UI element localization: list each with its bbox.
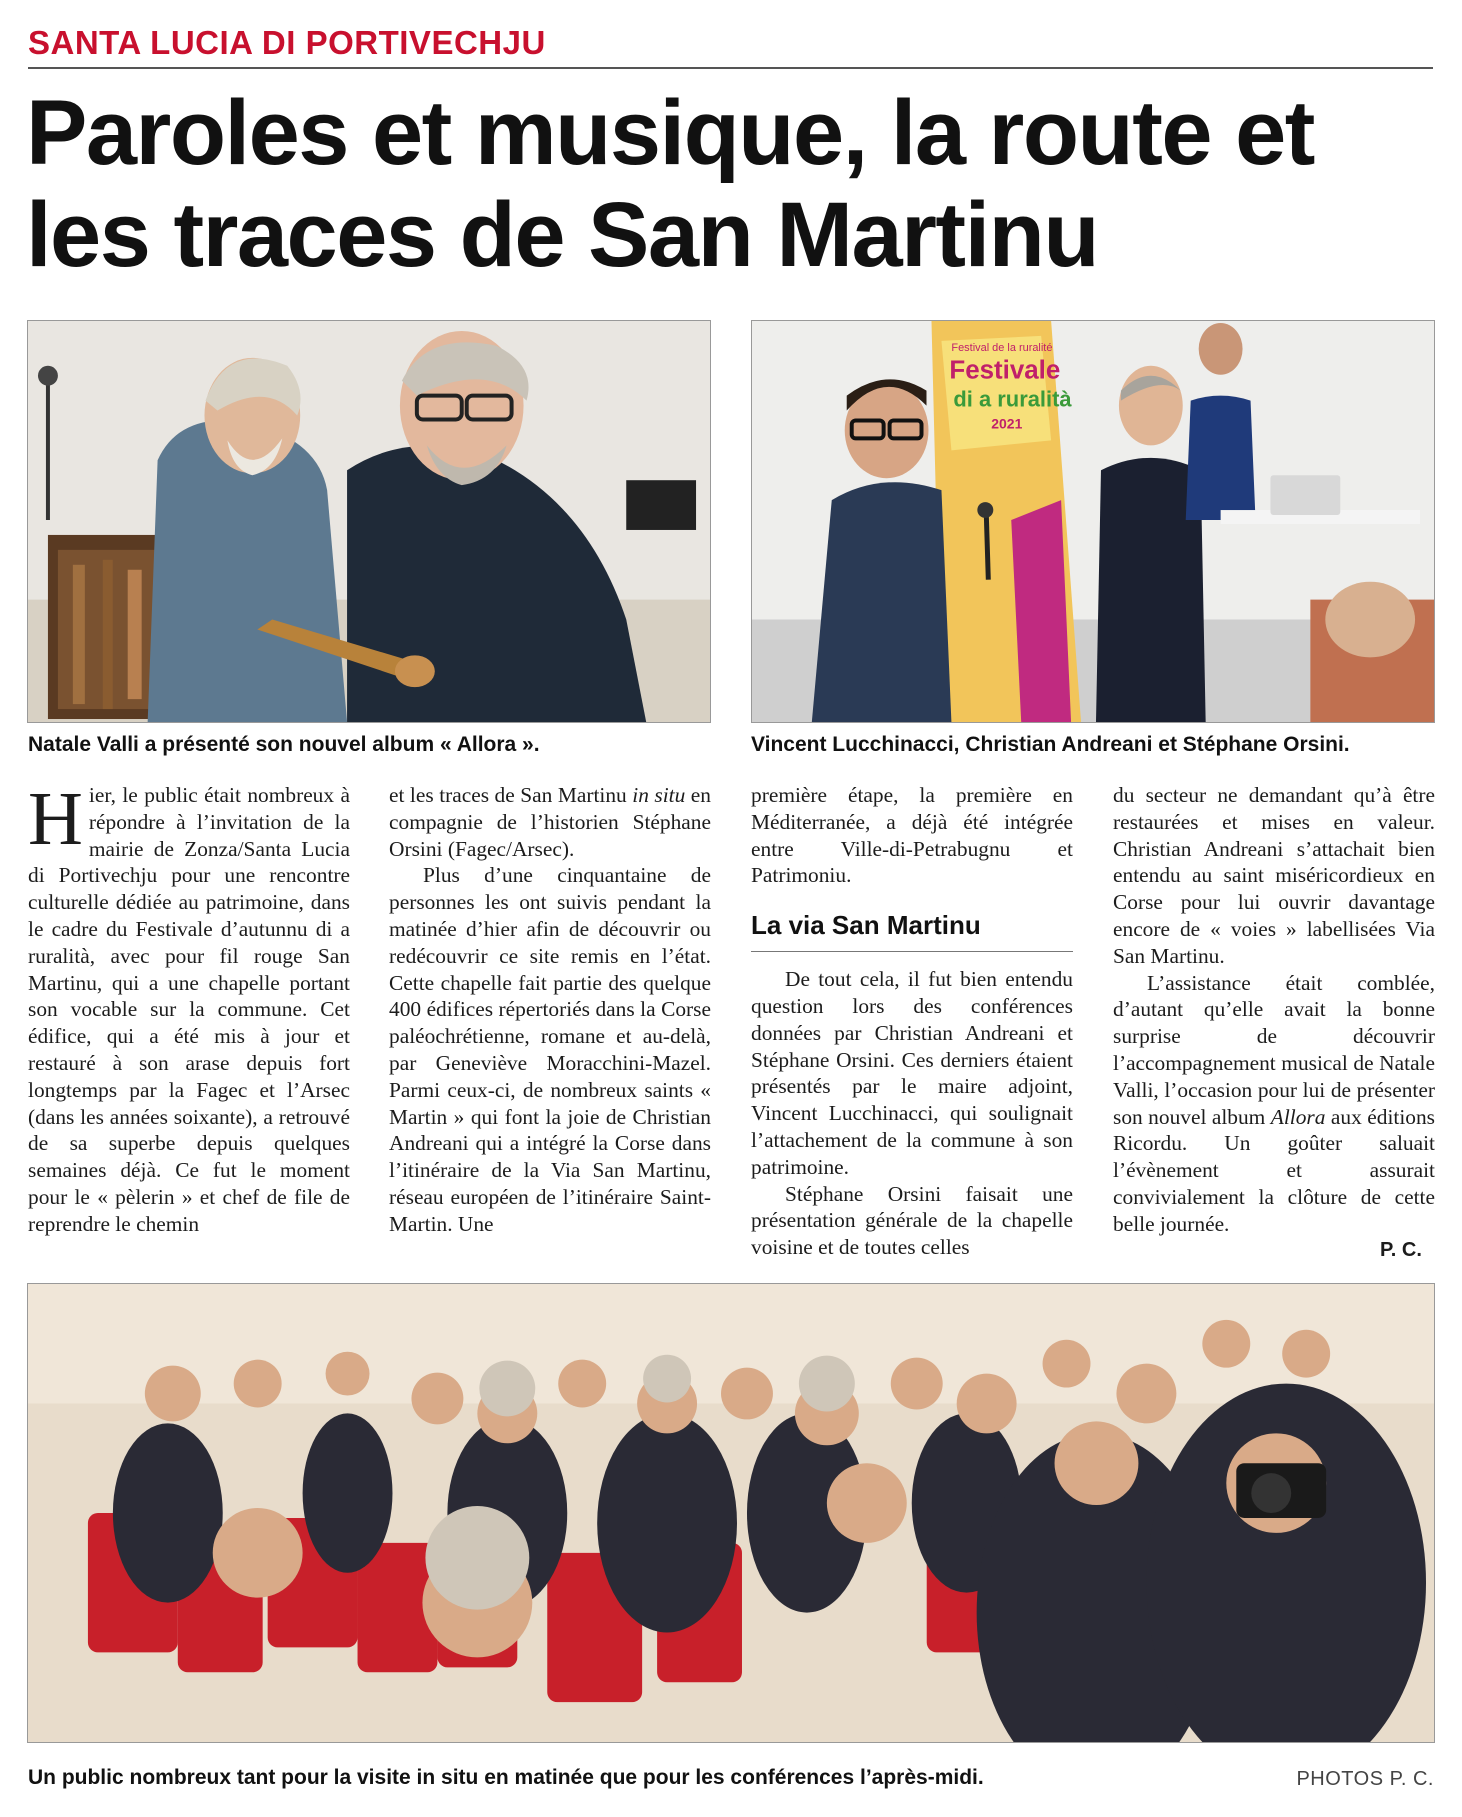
article-paragraph: De tout cela, il fut bien entendu question lors des conférences données par Christian Andreani et Stéphane Orsini. Ces derniers étaient présentés par le maire adjoint, Vincent Lucchinacci, qui soulignait l’attachement de la commune à son patrimoine. bbox=[751, 967, 1073, 1179]
headline: Paroles et musique, la route et les traces de San Martinu bbox=[26, 82, 1314, 286]
photo-audience bbox=[27, 1283, 1435, 1743]
article-paragraph bbox=[389, 782, 711, 862]
section-rule bbox=[28, 67, 1433, 69]
article-text: L’assistance était comblée, d’autant qu’elle avait la bonne surprise de découvrir l’accompagnement musical de Natale Valli, l’occasion pour lui de présenter son nouvel album bbox=[1113, 970, 1435, 1129]
article-column-3 bbox=[751, 782, 1073, 1261]
dropcap: H bbox=[28, 777, 83, 861]
svg-text:di a ruralità: di a ruralità bbox=[953, 386, 1072, 412]
svg-text:2021: 2021 bbox=[991, 415, 1023, 432]
article-text: et les traces de San Martinu bbox=[389, 783, 633, 807]
article-text-italic: Allora bbox=[1270, 1104, 1326, 1129]
caption-bottom: Un public nombreux tant pour la visite in situ en matinée que pour les conférences l’après-midi. bbox=[28, 1766, 984, 1789]
photo-credit: PHOTOS P. C. bbox=[1296, 1768, 1434, 1790]
article-paragraph bbox=[28, 777, 350, 1238]
svg-text:Festival de la ruralité: Festival de la ruralité bbox=[951, 341, 1053, 354]
section-title: SANTA LUCIA DI PORTIVECHJU bbox=[28, 24, 546, 61]
svg-text:Festivale: Festivale bbox=[949, 356, 1061, 385]
photo-speakers bbox=[751, 320, 1435, 723]
article-text: aux éditions Ricordu. Un goûter saluait l’évènement et assurait convivialement la clôture de cette belle journée. bbox=[1113, 1104, 1435, 1236]
article-text: ier, le public était nombreux à répondre à l’invitation de la mairie de Zonza/Santa Lucia di Portivechju pour une rencontre culturelle dédiée au patrimoine, dans le cadre du Festivale d’autunnu di a ruralità, avec pour fil rouge San Martinu, qui a une chapelle portant son vocable sur la commune. Cet édifice, qui a été mis à jour et restauré à son arase depuis fort longtemps par la Fagec et l’Arsec (dans les années soixante), a retrouvé de sa superbe depuis quelques semaines déjà. Ce fut le moment pour le « pèlerin » et chef de file de reprendre le chemin bbox=[28, 783, 350, 1236]
article-paragraph: Plus d’une cinquantaine de personnes les ont suivis pendant la matinée d’hier afin de découvrir ou redécouvrir ce site remis en l’état. Cette chapelle fait partie des quelque 400 édifices répertoriés dans la Corse paléochrétienne, romane et au-delà, par Geneviève Moracchini-Mazel. Parmi ceux-ci, de nombreux saints « Martin » qui font la joie de Christian Andreani qui a intégré la Corse dans l’itinéraire de la Via San Martinu, réseau européen de l’itinéraire Saint-Martin. Une bbox=[389, 863, 711, 1236]
article-column-1 bbox=[28, 777, 350, 1238]
article-column-2 bbox=[389, 782, 711, 1238]
photo-natale-valli bbox=[27, 320, 711, 723]
article-text-italic: in situ bbox=[632, 783, 686, 807]
subheading: La via San Martinu bbox=[751, 909, 1073, 952]
article-paragraph: Stéphane Orsini faisait une présentation générale de la chapelle voisine et de toutes celles bbox=[751, 1181, 1073, 1260]
caption-top-right: Vincent Lucchinacci, Christian Andreani et Stéphane Orsini. bbox=[751, 733, 1350, 756]
caption-top-left: Natale Valli a présenté son nouvel album « Allora ». bbox=[28, 733, 540, 756]
article-paragraph: première étape, la première en Méditerranée, a déjà été intégrée entre Ville-di-Petrabugnu et Patrimoniu. bbox=[751, 783, 1073, 888]
article-text: en compagnie de l’historien Stéphane Orsini (Fagec/Arsec). bbox=[389, 783, 711, 861]
author-signature: P. C. bbox=[1380, 1239, 1422, 1261]
article-column-4 bbox=[1113, 782, 1435, 1238]
article-paragraph bbox=[1113, 970, 1435, 1238]
article-paragraph: du secteur ne demandant qu’à être restaurées et mises en valeur. Christian Andreani s’attachait bien entendu au saint miséricordieux en Corse pour lui ouvrir davantage encore de « voies » labellisées Via San Martinu. bbox=[1113, 783, 1435, 968]
